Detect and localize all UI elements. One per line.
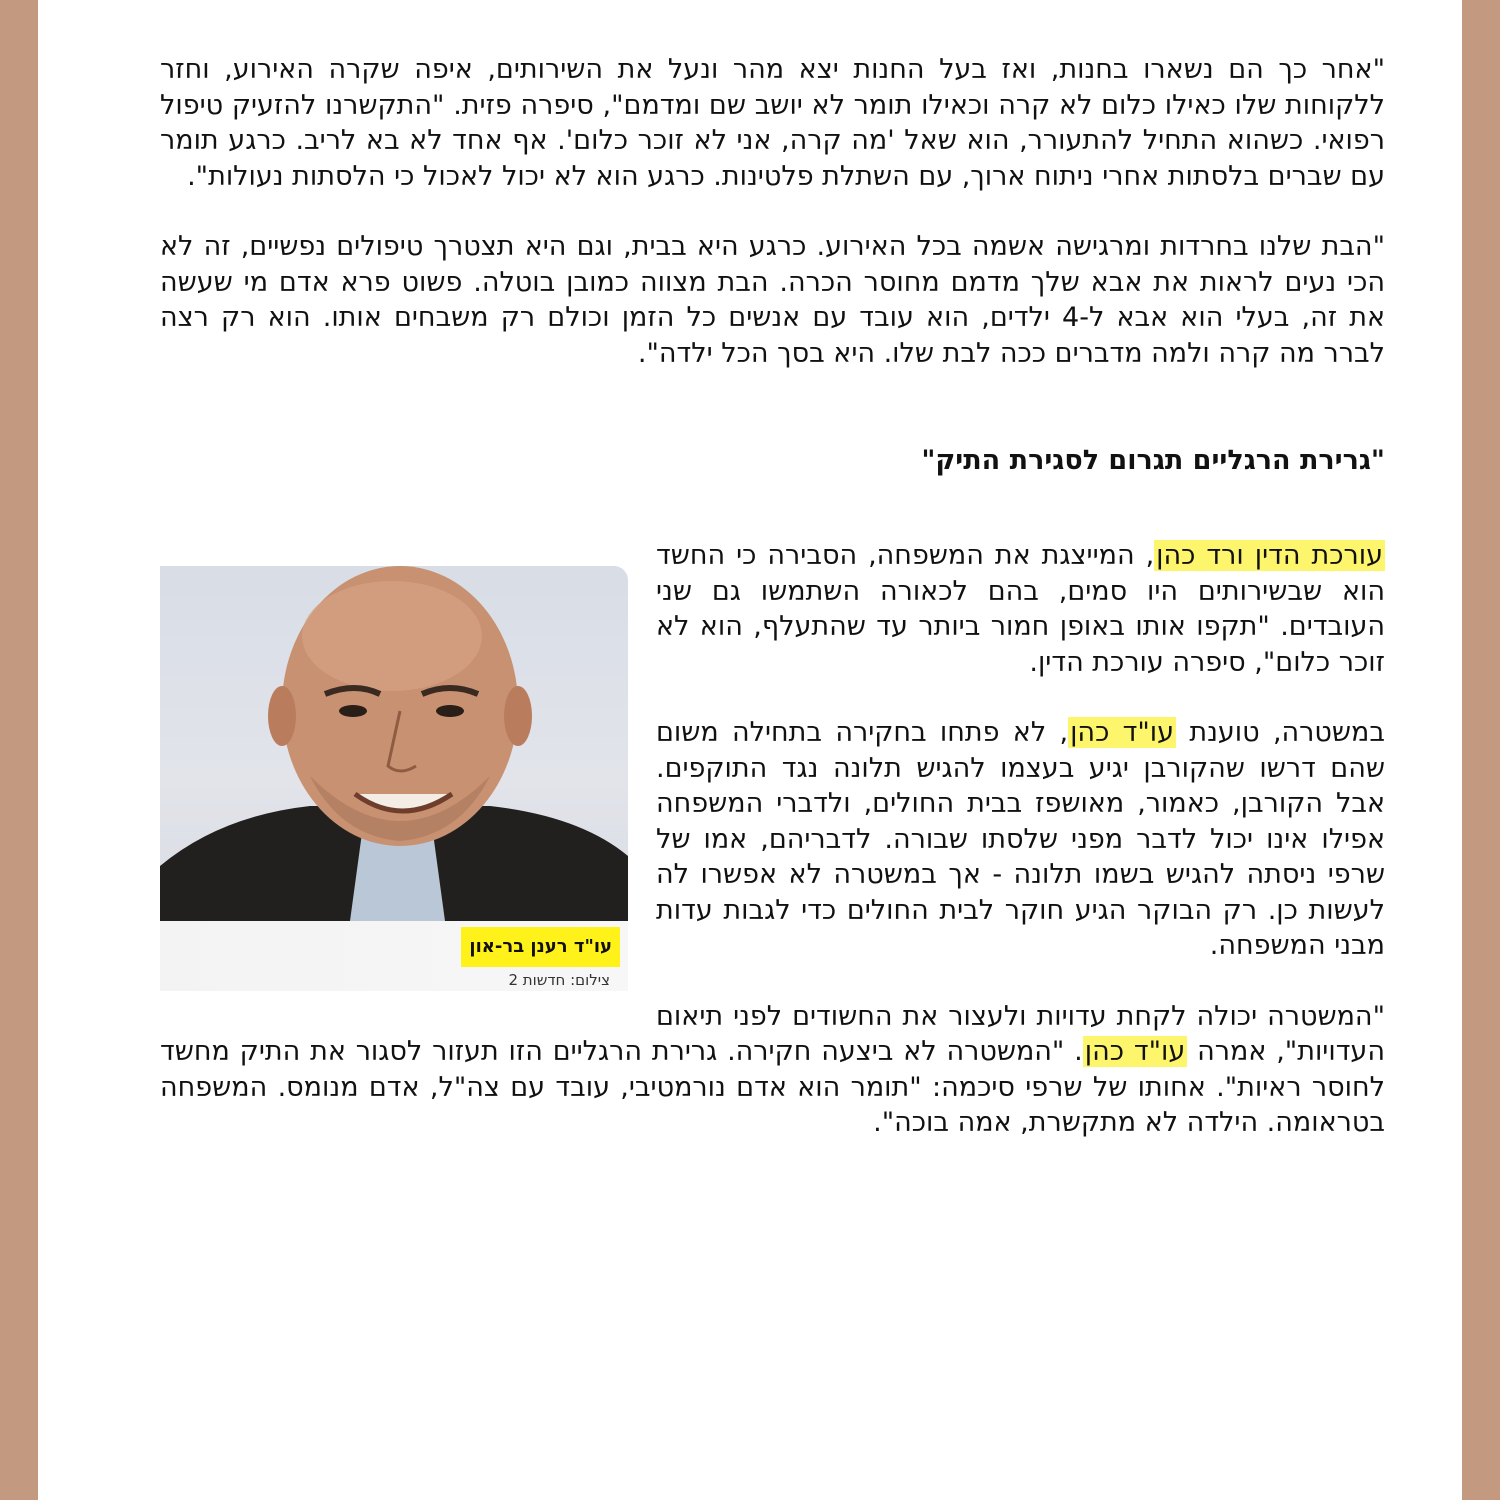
photo-caption <box>160 921 628 991</box>
paragraph-4-after: , לא פתחו בחקירה בתחילה משום שהם דרשו שהקורבן יגיע בעצמו להגיש תלונה נגד התוקפים. אבל הקורבן, כאמור, מאושפז בבית החולים, ולדברי המשפחה אפילו אינו יכול לדבר מפני שלסתו שבורה. לדבריהם, אמו של שרפי ניסתה להגיש בשמו תלונה - אך במשטרה לא אפשרו לה לעשות כן. רק הבוקר הגיע חוקר לבית החולים כדי לגבות עדות מבני המשפחה. <box>656 717 1385 961</box>
paragraph-1: "אחר כך הם נשארו בחנות, ואז בעל החנות יצא מהר ונעל את השירותים, איפה שקרה האירוע, וחזר ללקוחות שלו כאילו כלום לא קרה וכאילו תומר לא יושב שם ומדמם", סיפרה פזית. "התקשרנו להזעיק טיפול רפואי. כשהוא התחיל להתעורר, הוא שאל 'מה קרה, אני לא זוכר כלום'. אף אחד לא בא לריב. כרגע תומר עם שברים בלסתות אחרי ניתוח ארוך, עם השתלת פלטינות. כרגע הוא לא יכול לאכול כי הלסתות נעולות". <box>160 54 1385 192</box>
section-with-photo <box>160 538 1385 1141</box>
paragraph-5-after: . "המשטרה לא ביצעה חקירה. גרירת הרגליים הזו תעזור לסגור את התיק מחשד לחוסר ראיות". אחותו של שרפי סיכמה: "תומר הוא אדם נורמטיבי, עובד עם צה"ל, אדם מנומס. המשפחה בטראומה. הילדה לא מתקשרת, אמה בוכה". <box>160 1036 1385 1138</box>
caption-name: עו"ד רענן בר-און <box>461 927 620 967</box>
highlighted-name: עו"ד כהן <box>1070 717 1175 748</box>
highlighted-name: עו"ד כהן <box>1084 1036 1186 1067</box>
portrait-photo <box>160 566 628 921</box>
paragraph-2: "הבת שלנו בחרדות ומרגישה אשמה בכל האירוע. כרגע היא בבית, וגם היא תצטרך טיפולים נפשיים, זה לא הכי נעים לראות את אבא שלך מדמם מחוסר הכרה. הבת מצווה כמובן בוטלה. פשוט פרא אדם מי שעשה את זה, בעלי הוא אבא ל-4 ילדים, הוא עובד עם אנשים כל הזמן וכולם רק משבחים אותו. הוא רק רצה לברר מה קרה ולמה מדברים ככה לבת שלו. היא בסך הכל ילדה". <box>160 231 1385 369</box>
page <box>38 0 1462 1500</box>
paragraph-5 <box>160 999 1385 1141</box>
paragraph-4-before: במשטרה, טוענת <box>1176 717 1385 748</box>
paragraph-3-text: , המייצגת את המשפחה, הסבירה כי החשד הוא שבשירותים היו סמים, בהם לכאורה השתמשו גם שני העובדים. "תקפו אותו באופן חמור ביותר עד שהתעלף, הוא לא זוכר כלום", סיפרה עורכת הדין. <box>656 540 1385 678</box>
paragraph-5-before: "המשטרה יכולה לקחת עדויות ולעצור את החשודים לפני תיאום העדויות", אמרה <box>656 1000 1385 1067</box>
portrait-illustration <box>160 566 628 921</box>
photo-figure <box>160 566 628 991</box>
article-body <box>160 52 1385 1141</box>
caption-credit: צילום: חדשות 2 <box>508 971 610 989</box>
highlighted-name: עורכת הדין ורד כהן <box>1156 540 1383 571</box>
section-headline: "גרירת הרגליים תגרום לסגירת התיק" <box>921 445 1385 476</box>
